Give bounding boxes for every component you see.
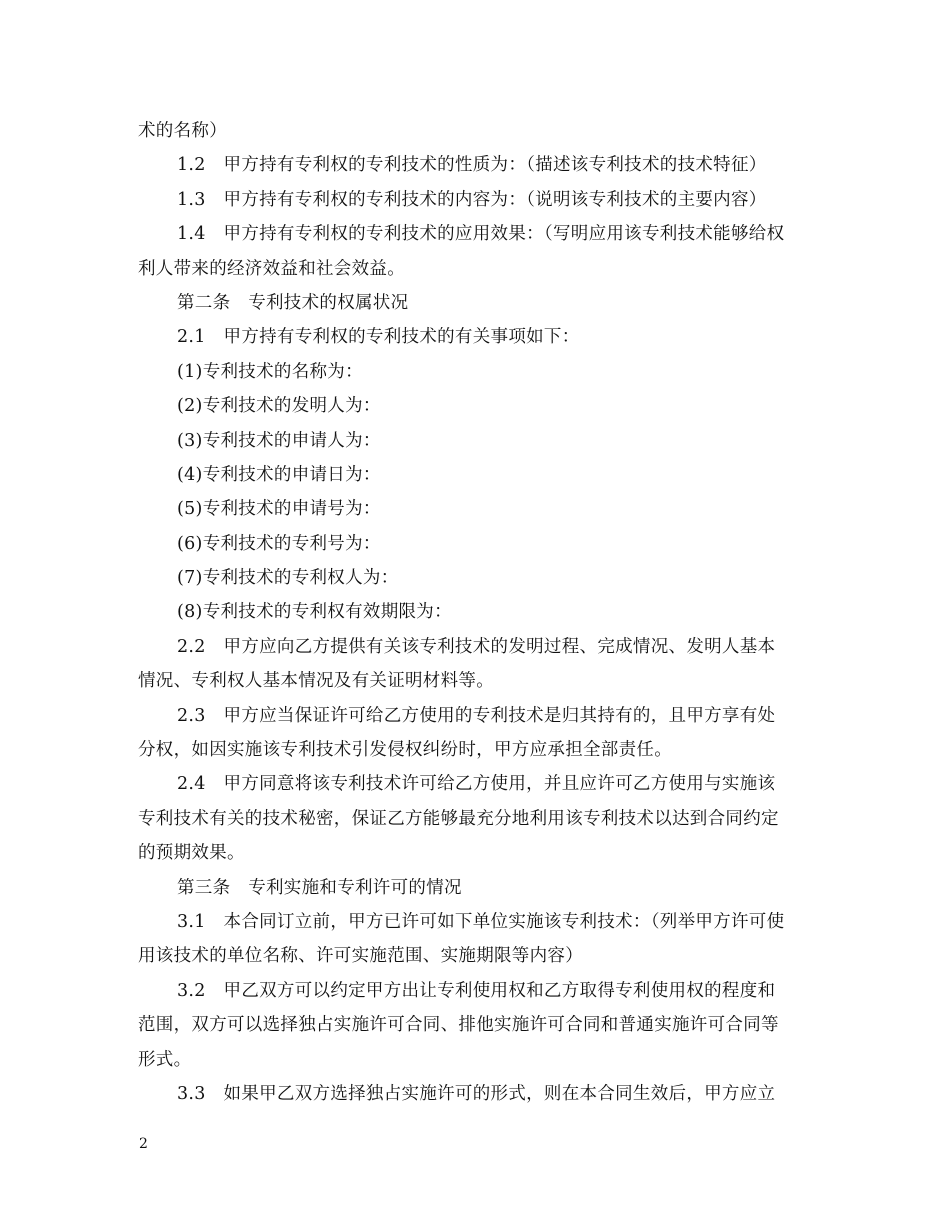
text-line: (2)专利技术的发明人为： (177, 396, 381, 417)
text-line: 第三条 专利实施和专利许可的情况 (177, 877, 462, 898)
text-line: 利人带来的经济效益和社会效益。 (138, 258, 405, 279)
text-line: 范围，双方可以选择独占实施许可合同、排他实施许可合同和普通实施许可合同等 (138, 1015, 779, 1036)
text-line: 术的名称） (138, 121, 227, 141)
text-line: 2.4 甲方同意将该专利技术许可给乙方使用，并且应许可乙方使用与实施该 (177, 774, 776, 795)
text-line: 情况、专利权人基本情况及有关证明材料等。 (138, 671, 494, 692)
text-line: (4)专利技术的申请日为： (177, 464, 381, 485)
text-line: 3.1 本合同订立前，甲方已许可如下单位实施该专利技术：（列举甲方许可使 (177, 911, 785, 932)
text-line: 3.2 甲乙双方可以约定甲方出让专利使用权和乙方取得专利使用权的程度和 (177, 980, 776, 1001)
text-line: (6)专利技术的专利号为： (177, 533, 381, 554)
text-line: 1.4 甲方持有专利权的专利技术的应用效果：（写明应用该专利技术能够给权 (177, 224, 785, 245)
text-line: 形式。 (138, 1049, 192, 1070)
text-line: 第二条 专利技术的权属状况 (177, 292, 409, 313)
text-line: 1.2 甲方持有专利权的专利技术的性质为：（描述该专利技术的技术特征） (177, 155, 767, 176)
text-line: (3)专利技术的申请人为： (177, 430, 381, 451)
text-line: (1)专利技术的名称为： (177, 361, 363, 382)
text-line: (5)专利技术的申请号为： (177, 499, 381, 520)
page-number: 2 (139, 1136, 148, 1152)
text-line: 1.3 甲方持有专利权的专利技术的内容为：（说明该专利技术的主要内容） (177, 189, 767, 210)
text-line: (8)专利技术的专利权有效期限为： (177, 602, 452, 623)
text-line: 3.3 如果甲乙双方选择独占实施许可的形式，则在本合同生效后，甲方应立 (177, 1083, 776, 1104)
text-line: 2.1 甲方持有专利权的专利技术的有关事项如下： (177, 327, 580, 348)
text-line: 用该技术的单位名称、许可实施范围、实施期限等内容） (138, 946, 583, 967)
text-line: 2.2 甲方应向乙方提供有关该专利技术的发明过程、完成情况、发明人基本 (177, 636, 776, 657)
text-line: 分权，如因实施该专利技术引发侵权纠纷时，甲方应承担全部责任。 (138, 740, 672, 761)
text-line: 专利技术有关的技术秘密，保证乙方能够最充分地利用该专利技术以达到合同约定 (138, 808, 779, 829)
text-line: (7)专利技术的专利权人为： (177, 568, 399, 589)
document-body (138, 114, 818, 1111)
text-line: 的预期效果。 (138, 843, 245, 864)
text-line: 2.3 甲方应当保证许可给乙方使用的专利技术是归其持有的，且甲方享有处 (177, 705, 776, 726)
